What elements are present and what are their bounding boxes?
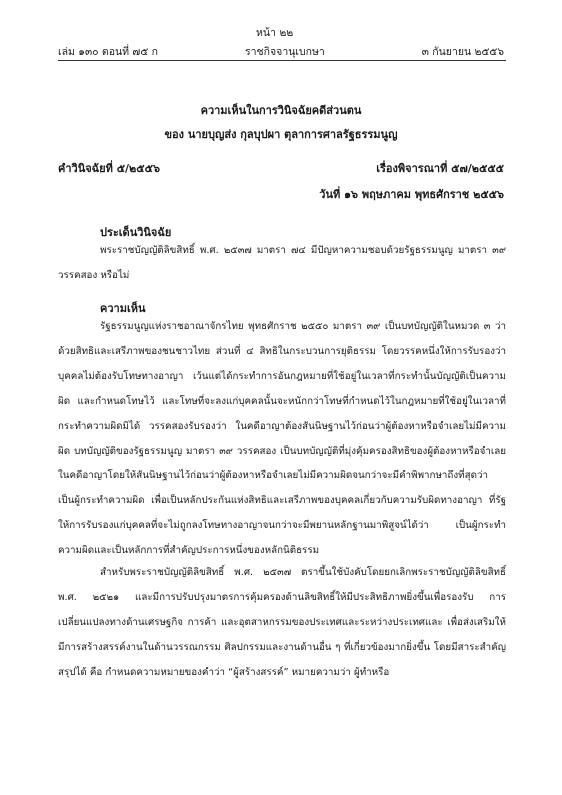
judge-name: ของ นายบุญส่ง กุลบุปผา ตุลาการศาลรัฐธรรมนูญ bbox=[164, 128, 398, 141]
header-rule bbox=[58, 60, 506, 61]
ruling-number: คำวินิจฉัยที่ ๕/๒๕๕๖ bbox=[58, 162, 160, 175]
opinion-heading: ความเห็น bbox=[100, 302, 146, 315]
document-title: ความเห็นในการวินิจฉัยคดีส่วนตน bbox=[200, 104, 362, 117]
issue-heading: ประเด็นวินิจฉัย bbox=[100, 226, 172, 239]
matter-number: เรื่องพิจารณาที่ ๕๗/๒๕๕๕ bbox=[376, 162, 504, 175]
gazette-name: ราชกิจจานุเบกษา bbox=[245, 46, 325, 58]
issue-paragraph: พระราชบัญญัติลิขสิทธิ์ พ.ศ. ๒๕๓๗ มาตรา ๗๔ มีปัญหาความชอบด้วยรัฐธรรมนูญ มาตรา ๓๙ วรรคสอง หรือไม่ bbox=[58, 245, 506, 281]
opinion-paragraph-2: สำหรับพระราชบัญญัติลิขสิทธิ์ พ.ศ. ๒๕๓๗ ตราขึ้นใช้บังคับโดยยกเลิกพระราชบัญญัติลิขสิทธิ์ พ.ศ. ๒๕๒๑ และมีการปรับปรุงมาตรการคุ้มครองด้านลิขสิทธิ์ให้มีประสิทธิภาพยิ่งขึ้นเพื่อรองรับ การเปลี่ยนแปลงทางด้านเศรษฐกิจ การค้า และอุตสาหกรรมของประเทศและระหว่างประเทศและ เพื่อส่งเสริมให้มีการสร้างสรรค์งานในด้านวรรณกรรม ศิลปกรรมและงานด้านอื่น ๆ ที่เกี่ยวข้องมากยิ่งขึ้น โดยมีสาระสำคัญสรุปได้ คือ กำหนดความหมายของคำว่า “ผู้สร้างสรรค์” หมายความว่า ผู้ทำหรือ bbox=[58, 567, 506, 678]
volume-issue: เล่ม ๑๓๐ ตอนที่ ๗๕ ก bbox=[58, 46, 158, 58]
ruling-date: วันที่ ๑๖ พฤษภาคม พุทธศักราช ๒๕๕๖ bbox=[319, 188, 504, 201]
opinion-paragraph-1: รัฐธรรมนูญแห่งราชอาณาจักรไทย พุทธศักราช ๒๕๕๐ มาตรา ๓๙ เป็นบทบัญญัติในหมวด ๓ ว่าด้วยสิทธิและเสรีภาพของชนชาวไทย ส่วนที่ ๔ สิทธิในกระบวนการยุติธรรม โดยวรรคหนึ่งให้การรับรองว่า บุคคลไม่ต้องรับโทษทางอาญา เว้นแต่ได้กระทำการอันกฎหมายที่ใช้อยู่ในเวลาที่กระทำนั้นบัญญัติเป็นความผิด และกำหนดโทษไว้ และโทษที่จะลงแก่บุคคลนั้นจะหนักกว่าโทษที่กำหนดไว้ในกฎหมายที่ใช้อยู่ในเวลาที่กระทำความผิดมิได้ วรรคสองรับรองว่า ในคดีอาญาต้องสันนิษฐานไว้ก่อนว่าผู้ต้องหาหรือจำเลยไม่มีความผิด บทบัญญัติของรัฐธรรมนูญ มาตรา ๓๙ วรรคสอง เป็นบทบัญญัติที่มุ่งคุ้มครองสิทธิของผู้ต้องหาหรือจำเลย ในคดีอาญาโดยให้สันนิษฐานไว้ก่อนว่าผู้ต้องหาหรือจำเลยไม่มีความผิดจนกว่าจะมีคำพิพากษาถึงที่สุดว่า เป็นผู้กระทำความผิด เพื่อเป็นหลักประกันแห่งสิทธิและเสรีภาพของบุคคลเกี่ยวกับความรับผิดทางอาญา ที่รัฐให้การรับรองแก่บุคคลที่จะไม่ถูกลงโทษทางอาญาจนกว่าจะมีพยานหลักฐานมาพิสูจน์ได้ว่า เป็นผู้กระทำความผิดและเป็นหลักการที่สำคัญประการหนึ่งของหลักนิติธรรม bbox=[58, 321, 506, 557]
page-number: หน้า ๒๒ bbox=[256, 27, 294, 39]
gazette-date: ๓ กันยายน ๒๕๕๖ bbox=[421, 46, 504, 58]
